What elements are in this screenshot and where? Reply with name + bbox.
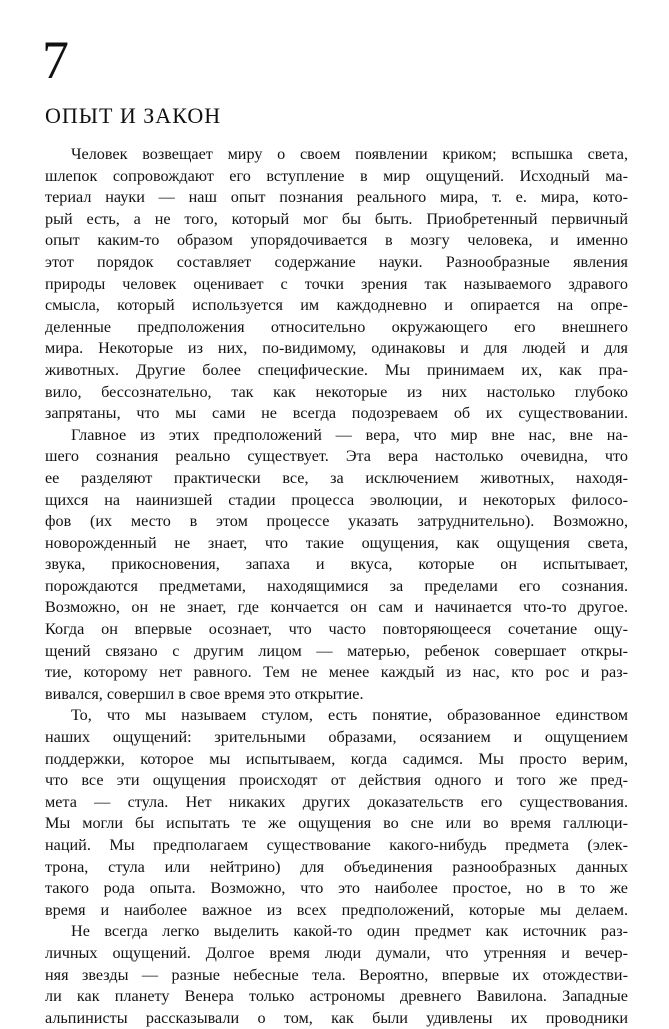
text-line: Когда он впервые осознает, что часто повторяющееся сочетание ощу- (45, 620, 628, 639)
text-line: шего сознания реально существует. Эта вера настолько очевидна, что (45, 447, 628, 466)
text-line: трона, стула или нейтрино) для объединения разнообразных данных (45, 857, 628, 876)
text-line: Не всегда легко выделить какой-то один предмет как источник раз- (71, 922, 628, 941)
text-line: мира. Некоторые из них, по-видимому, одинаковы и для людей и для (45, 339, 628, 358)
text-line: вило, бессознательно, так как некоторые из них настолько глубоко (45, 382, 628, 401)
text-line: ли как планету Венера только астрономы древнего Вавилона. Западные (45, 987, 628, 1006)
text-line: деленные предположения относительно окружающего его внешнего (45, 317, 628, 336)
text-line: наших ощущений: зрительными образами, осязанием и ощущением (45, 728, 628, 747)
text-line: наций. Мы предполагаем существование какого-нибудь предмета (элек- (45, 836, 628, 854)
text-line: смысла, который используется им каждодневно и опирается на опре- (45, 296, 628, 315)
text-line: Возможно, он не знает, где кончается он сам и начинается что-то другое. (45, 598, 628, 617)
chapter-number: 7 (42, 30, 69, 90)
text-line: щений связано с другим лицом — матерью, ребенок совершает откры- (45, 641, 628, 660)
text-line: тие, которому нет равного. Тем не менее каждый из нас, кто рос и раз- (45, 663, 628, 682)
text-line: ее разделяют практически все, за исключением животных, находя- (45, 468, 628, 487)
text-line: порождаются предметами, находящимися за пределами его сознания. (45, 576, 628, 595)
text-line: щихся на наинизшей стадии процесса эволюции, и некоторых филосо- (45, 490, 628, 509)
text-line: альпинисты рассказывали о том, как были удивлены их проводники (45, 1008, 628, 1027)
text-line: териал науки — наш опыт познания реального мира, т. е. мира, кото- (45, 188, 628, 207)
text-line: поддержки, которое мы испытываем, когда садимся. Мы просто верим, (45, 749, 628, 768)
text-line: опыт каким-то образом упорядочивается в мозгу человека, и именно (45, 231, 628, 250)
text-line: вивался, совершил в свое время это открытие. (45, 684, 364, 703)
text-line: что все эти ощущения происходят от действия одного и того же пред- (45, 771, 628, 790)
text-line: Человек возвещает миру о своем появлении криком; вспышка света, (71, 145, 628, 163)
chapter-title: ОПЫТ И ЗАКОН (45, 103, 222, 128)
text-line: время и наиболее важное из всех предположений, которые мы делаем. (45, 900, 628, 919)
text-line: Мы могли бы испытать те же ощущения во сне или во время галлюци- (45, 814, 628, 833)
text-line: такого рода опыта. Возможно, что это наиболее простое, но в то же (45, 879, 628, 898)
text-line: мета — стула. Нет никаких других доказательств его существования. (45, 792, 628, 811)
text-line: природы человек оценивает с точки зрения так называемого здравого (45, 274, 628, 293)
text-line: личных ощущений. Долгое время люди думали, что утренняя и вечер- (45, 943, 628, 962)
text-line: фов (их место в этом процессе указать затруднительно). Возможно, (45, 512, 628, 531)
text-line: рый есть, а не того, который мог бы быть. Приобретенный первичный (45, 209, 628, 228)
text-line: животных. Другие более специфические. Мы принимаем их, как пра- (45, 360, 628, 379)
text-line: Главное из этих предположений — вера, что мир вне нас, вне на- (71, 425, 628, 444)
text-line: няя звезды — разные небесные тела. Вероятно, впервые их отождестви- (45, 965, 628, 984)
body-text (45, 144, 628, 1029)
text-line: шлепок сопровождают его вступление в мир ощущений. Исходный ма- (45, 166, 628, 185)
text-line: новорожденный не знает, что такие ощущения, как ощущения света, (45, 533, 628, 552)
text-line: этот порядок составляет содержание науки. Разнообразные явления (45, 252, 628, 271)
text-line: звука, прикосновения, запаха и вкуса, которые он испытывает, (45, 555, 628, 574)
text-line: запрятаны, что мы сами не всегда подозреваем об их существовании. (45, 404, 628, 423)
text-line: То, что мы называем стулом, есть понятие, образованное единством (71, 706, 628, 725)
